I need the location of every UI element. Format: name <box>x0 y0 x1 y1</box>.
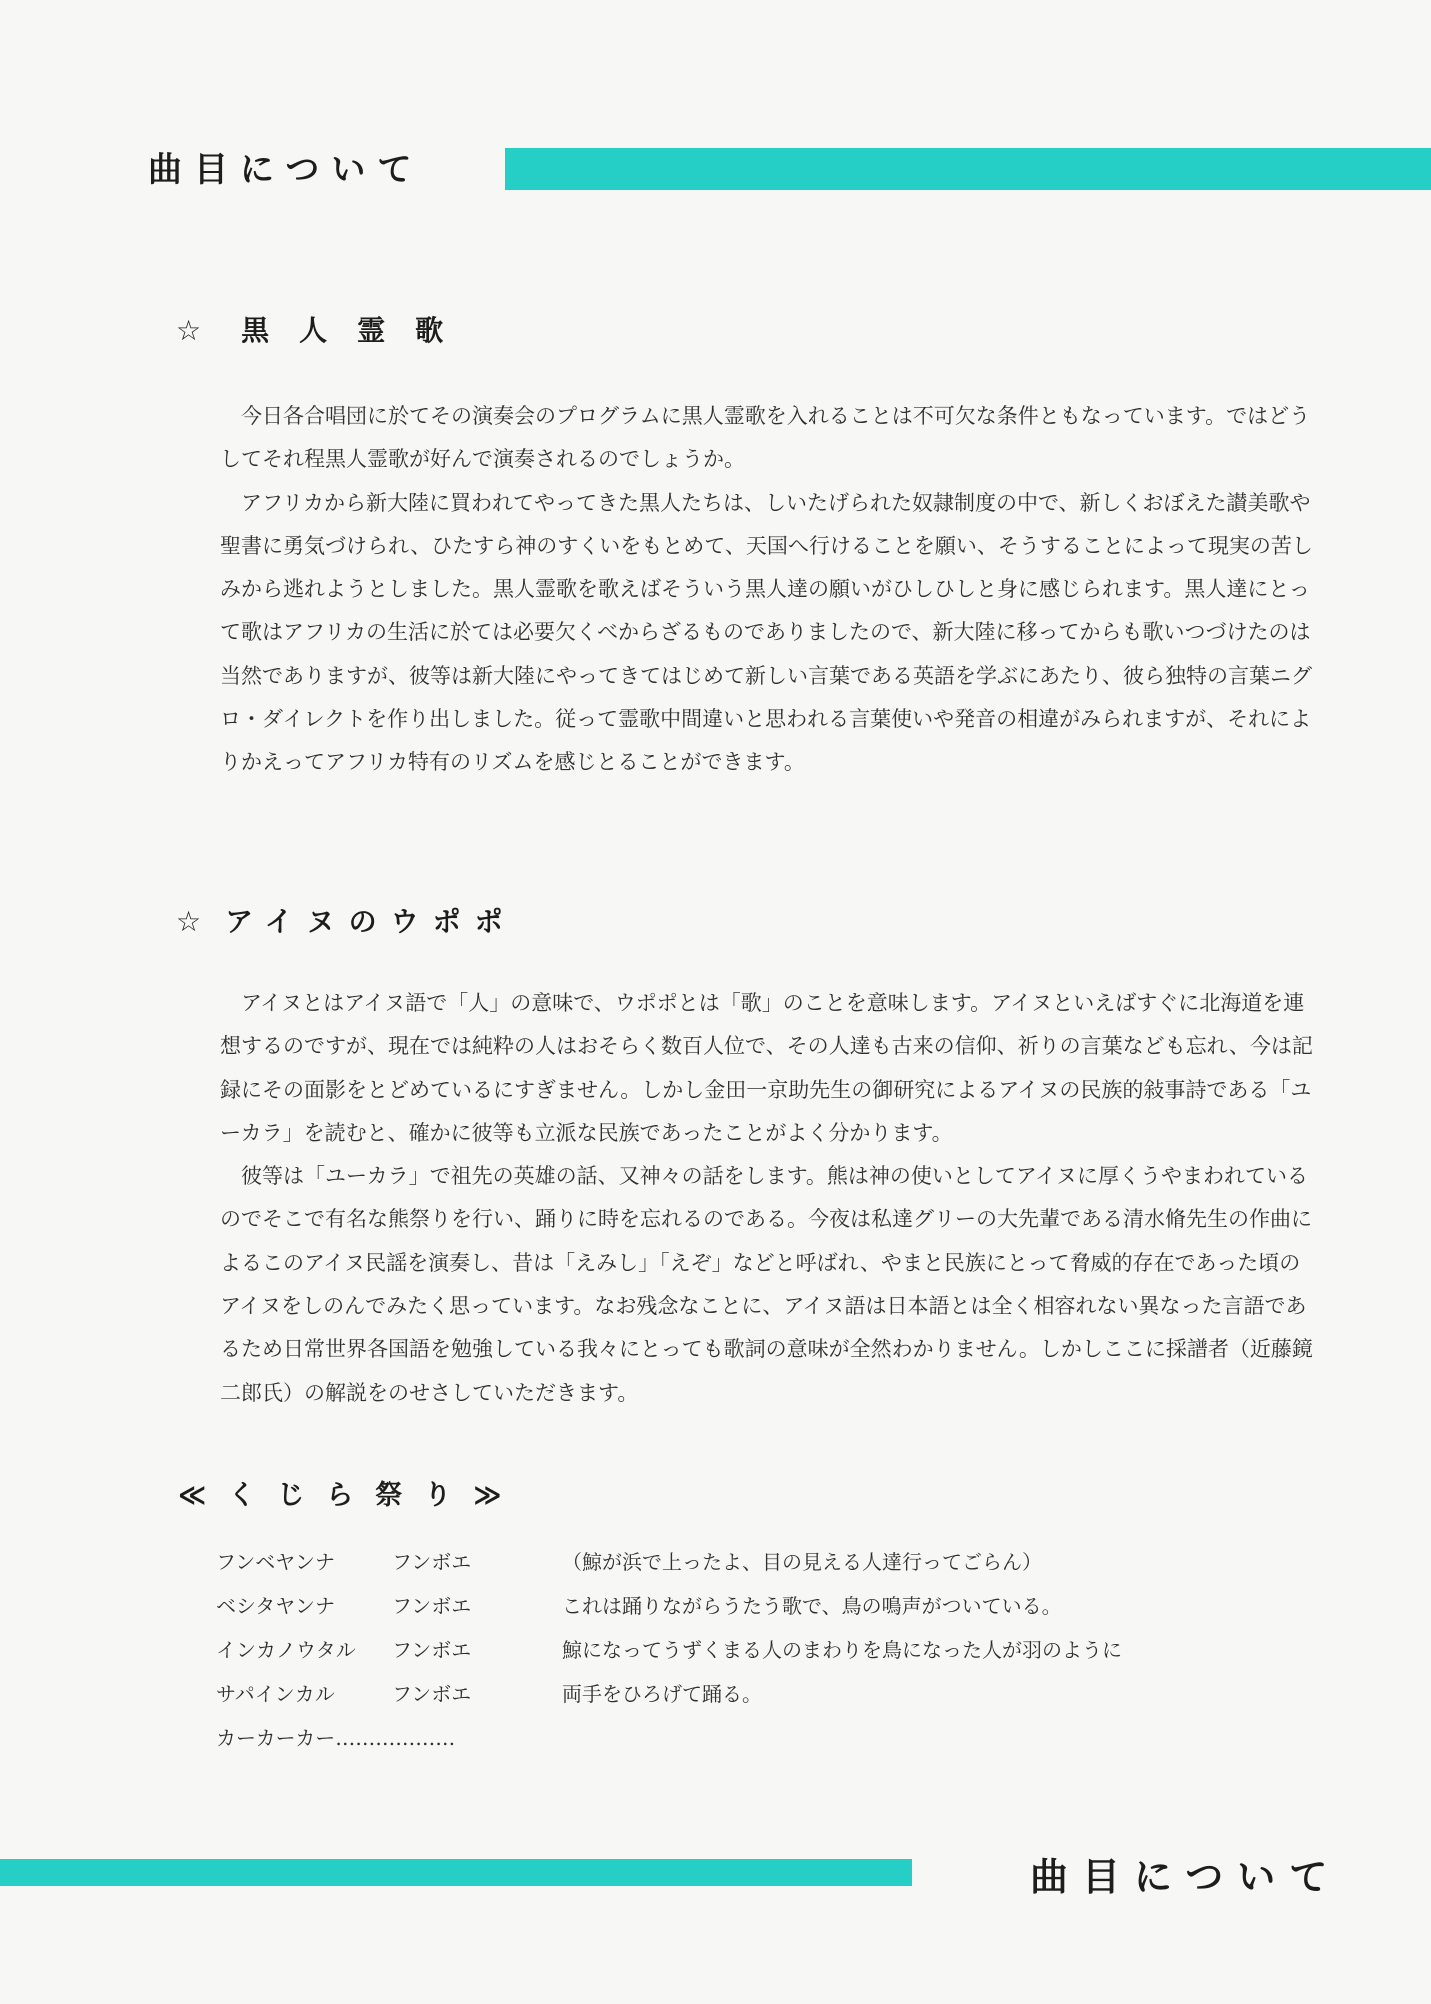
star-icon: ☆ <box>176 905 216 938</box>
paragraph: アイヌとはアイヌ語で「人」の意味で、ウポポとは「歌」のことを意味します。アイヌといえばすぐに北海道を連想するのですが、現在では純粋の人はおそらく数百人位で、その人達も古来の信仰、祈りの言葉なども忘れ、今は記録にその面影をとどめているにすぎません。しかし金田一京助先生の御研究によるアイヌの民族的敍事詩である「ユーカラ」を読むと、確かに彼等も立派な民族であったことがよく分かります。 <box>220 991 1313 1145</box>
page-title-top: 曲目について <box>148 150 424 190</box>
section-body-ainu <box>220 982 1320 1415</box>
footer-accent-bar <box>0 1859 912 1886</box>
paragraph: アフリカから新大陸に買われてやってきた黒人たちは、しいたげられた奴隷制度の中で、新しくおぼえた讃美歌や聖書に勇気づけられ、ひたすら神のすくいをもとめて、天国へ行けることを願い、そうすることによって現実の苦しみから逃れようとしました。黒人霊歌を歌えばそういう黒人達の願いがひしひしと身に感じられます。黒人達にとって歌はアフリカの生活に於ては必要欠くべからざるものでありましたので、新大陸に移ってからも歌いつづけたのは当然でありますが、彼等は新大陸にやってきてはじめて新しい言葉である英語を学ぶにあたり、彼ら独特の言葉ニグロ・ダイレクトを作り出しました。従って霊歌中間違いと思われる言葉使いや発音の相違がみられますが、それによりかえってアフリカ特有のリズムを感じとることができます。 <box>220 490 1313 775</box>
refrain-text: フンボエ <box>392 1550 472 1574</box>
lyric-note: （鯨が浜で上ったよ、目の見える人達行ってごらん） <box>562 1550 1042 1574</box>
lyric-note: これは踊りながらうたう歌で、鳥の鳴声がついている。 <box>562 1594 1062 1618</box>
page-title-bottom: 曲目について <box>1030 1855 1342 1899</box>
song-heading: ≪くじら祭り≫ <box>178 1480 524 1511</box>
section-heading-ainu <box>176 900 517 940</box>
refrain-text: フンボエ <box>392 1594 472 1618</box>
lyric-note: 鯨になってうずくまる人のまわりを鳥になった人が羽のように <box>562 1638 1122 1662</box>
section-title: 黒人霊歌 <box>241 314 474 347</box>
lyric-text: インカノウタル <box>216 1638 356 1662</box>
header-accent-bar <box>505 148 1431 190</box>
lyric-note: 両手をひろげて踊る。 <box>562 1682 762 1706</box>
lyric-text: カーカーカー……………… <box>216 1726 456 1750</box>
section-body-spirituals <box>220 395 1320 785</box>
refrain-text: フンボエ <box>392 1638 472 1662</box>
lyric-text: サパインカル <box>216 1682 335 1706</box>
paragraph: 今日各合唱団に於てその演奏会のプログラムに黒人霊歌を入れることは不可欠な条件ともなっています。ではどうしてそれ程黒人霊歌が好んで演奏されるのでしょうか。 <box>220 404 1311 472</box>
section-title: アイヌのウポポ <box>225 905 517 938</box>
lyric-text: フンベヤンナ <box>216 1550 335 1574</box>
refrain-text: フンボエ <box>392 1682 472 1706</box>
star-icon: ☆ <box>176 314 232 347</box>
paragraph: 彼等は「ユーカラ」で祖先の英雄の話、又神々の話をします。熊は神の使いとしてアイヌに厚くうやまわれているのでそこで有名な熊祭りを行い、踊りに時を忘れるのである。今夜は私達グリーの大先輩である清水脩先生の作曲によるこのアイヌ民謡を演奏し、昔は「えみし」「えぞ」などと呼ばれ、やまと民族にとって脅威的存在であった頃のアイヌをしのんでみたく思っています。なお残念なことに、アイヌ語は日本語とは全く相容れない異なった言語であるため日常世界各国語を勉強している我々にとっても歌詞の意味が全然わかりません。しかしここに採譜者（近藤鏡二郎氏）の解説をのせさしていただきます。 <box>220 1164 1313 1405</box>
section-heading-spirituals <box>176 309 473 349</box>
lyric-text: ベシタヤンナ <box>216 1594 335 1618</box>
